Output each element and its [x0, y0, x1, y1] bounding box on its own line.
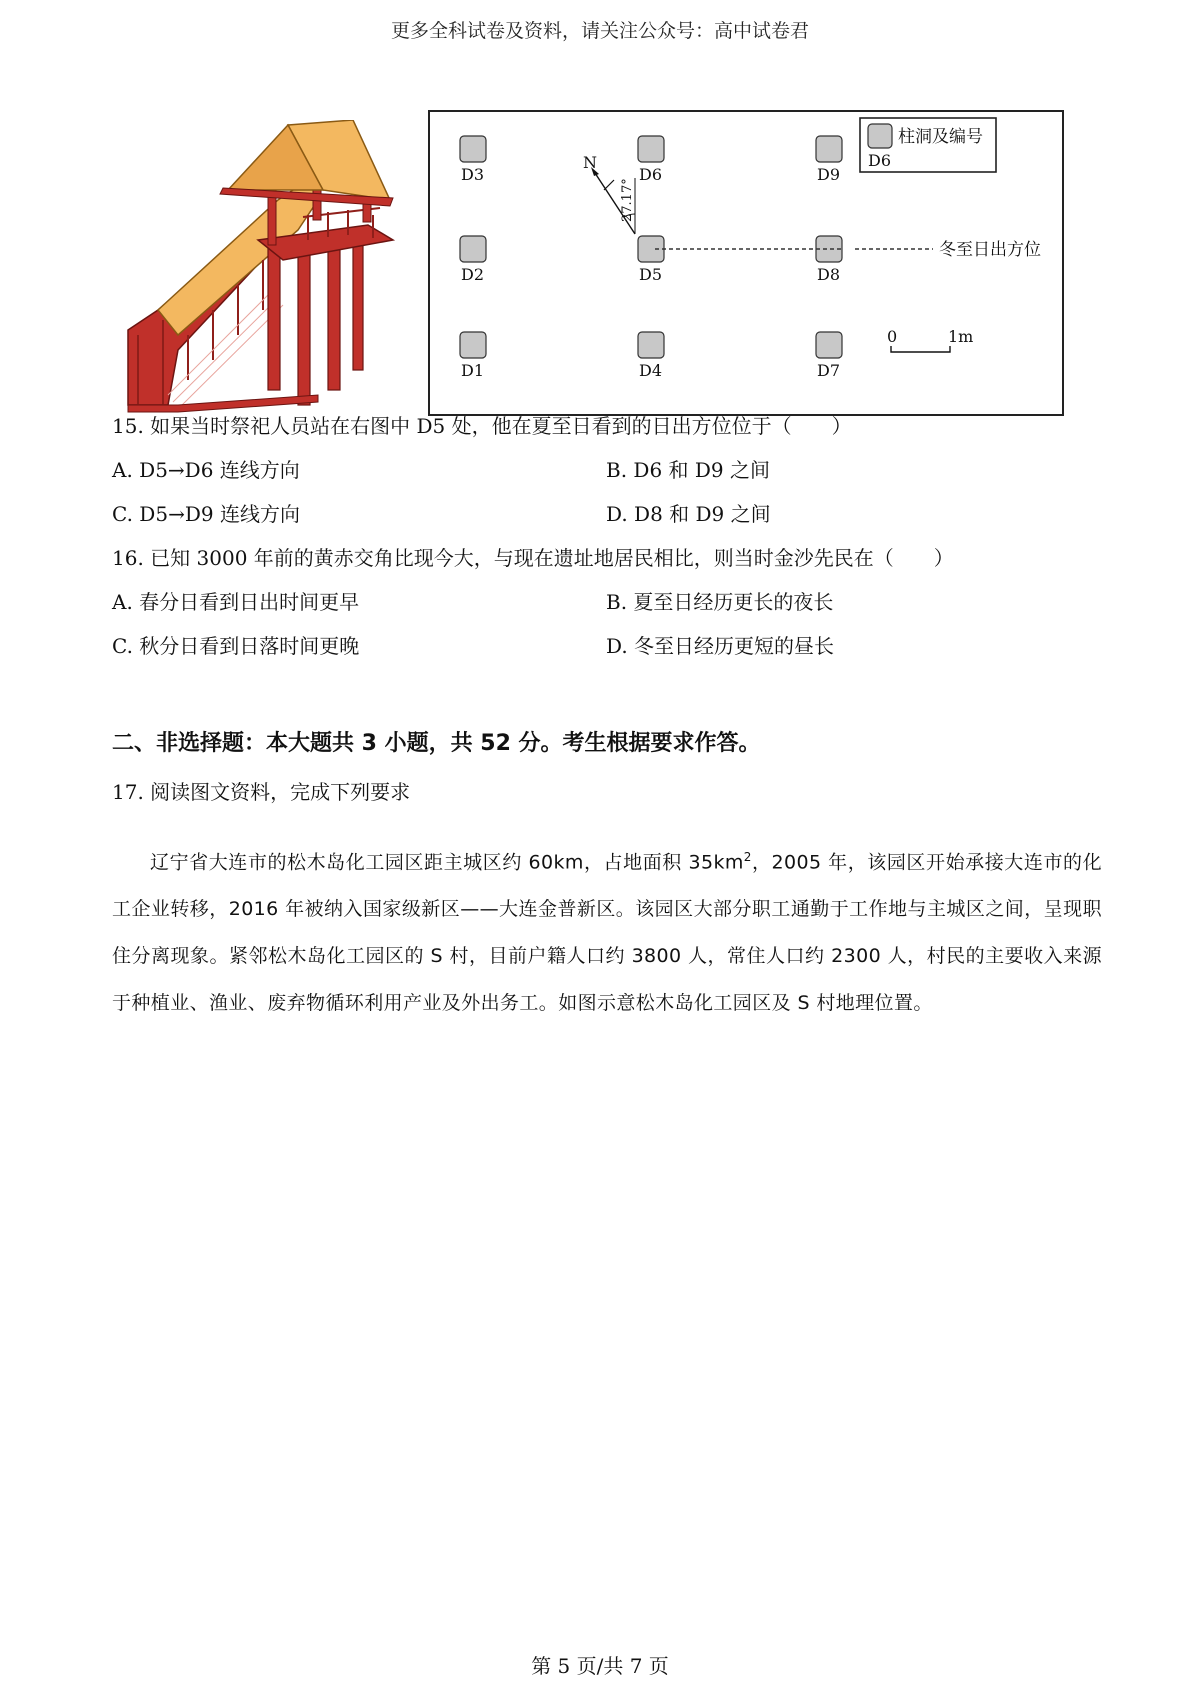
post-label-d4: D4: [639, 361, 663, 380]
post-hole-d2: [460, 236, 486, 262]
legend-post-icon: [868, 124, 892, 148]
angle-label: 27.17°: [620, 178, 635, 222]
post-hole-d6: [638, 136, 664, 162]
post-hole-d1: [460, 332, 486, 358]
post-hole-d7: [816, 332, 842, 358]
post-label-d1: D1: [461, 361, 485, 380]
area-superscript: 2: [743, 850, 752, 864]
legend-text: 柱洞及编号: [898, 127, 983, 147]
question-17-material: [112, 834, 1102, 1027]
question-16-stem: 16. 已知 3000 年前的黄赤交角比现今大，与现在遗址地居民相比，则当时金沙先民在（ ）: [112, 546, 954, 570]
winter-solstice-sunrise-label: 冬至日出方位: [939, 240, 1041, 260]
question-15-option-a: A. D5→D6 连线方向: [112, 458, 300, 482]
post-hole-plan-diagram: [428, 110, 1064, 416]
post-hole-d3: [460, 136, 486, 162]
post-label-d6: D6: [639, 165, 663, 184]
question-15-option-b: B. D6 和 D9 之间: [606, 458, 771, 482]
question-16-option-c: C. 秋分日看到日落时间更晚: [112, 634, 360, 658]
post-label-d2: D2: [461, 265, 485, 284]
question-16-option-d: D. 冬至日经历更短的昼长: [606, 634, 835, 658]
page-footer: 第 5 页/共 7 页: [531, 1654, 669, 1678]
figure-row: [118, 110, 1078, 430]
question-15-option-d: D. D8 和 D9 之间: [606, 502, 771, 526]
question-15-stem: 15. 如果当时祭祀人员站在右图中 D5 处，他在夏至日看到的日出方位位于（ ）: [112, 414, 852, 438]
post-label-d3: D3: [461, 165, 485, 184]
platform-building-illustration: [118, 120, 418, 430]
question-16-option-a: A. 春分日看到日出时间更早: [112, 590, 360, 614]
post-label-d7: D7: [817, 361, 841, 380]
material-text-part2: ，2005 年，该园区开始承接大连市的化工企业转移，2016 年被纳入国家级新区——大连金普新区。该园区大部分职工通勤于工作地与主城区之间，呈现职住分离现象。紧邻松木岛化工园区的 S 村，目前户籍人口约 3800 人，常住人口约 2300 人，村民的主要收入来源于种植业、渔业、废弃物循环利用产业及外出务工。如图示意松木岛化工园区及 S 村地理位置。: [112, 851, 1102, 1015]
north-label: N: [583, 153, 597, 172]
post-hole-d5: [638, 236, 664, 262]
post-hole-d4: [638, 332, 664, 358]
post-label-d5: D5: [639, 265, 663, 284]
question-16-option-b: B. 夏至日经历更长的夜长: [606, 590, 834, 614]
scale-unit-label: 1m: [948, 327, 974, 346]
question-15-option-c: C. D5→D9 连线方向: [112, 502, 300, 526]
post-label-d9: D9: [817, 165, 841, 184]
question-17-stem: 17. 阅读图文资料，完成下列要求: [112, 780, 411, 804]
section-2-title: 二、非选择题：本大题共 3 小题，共 52 分。考生根据要求作答。: [112, 731, 761, 756]
post-hole-d9: [816, 136, 842, 162]
legend-post-label: D6: [868, 151, 892, 170]
material-text-part1: 辽宁省大连市的松木岛化工园区距主城区约 60km，占地面积 35km: [150, 851, 744, 874]
post-label-d8: D8: [817, 265, 841, 284]
scale-zero-label: 0: [887, 327, 898, 346]
page-header: 更多全科试卷及资料，请关注公众号：高中试卷君: [390, 20, 809, 42]
